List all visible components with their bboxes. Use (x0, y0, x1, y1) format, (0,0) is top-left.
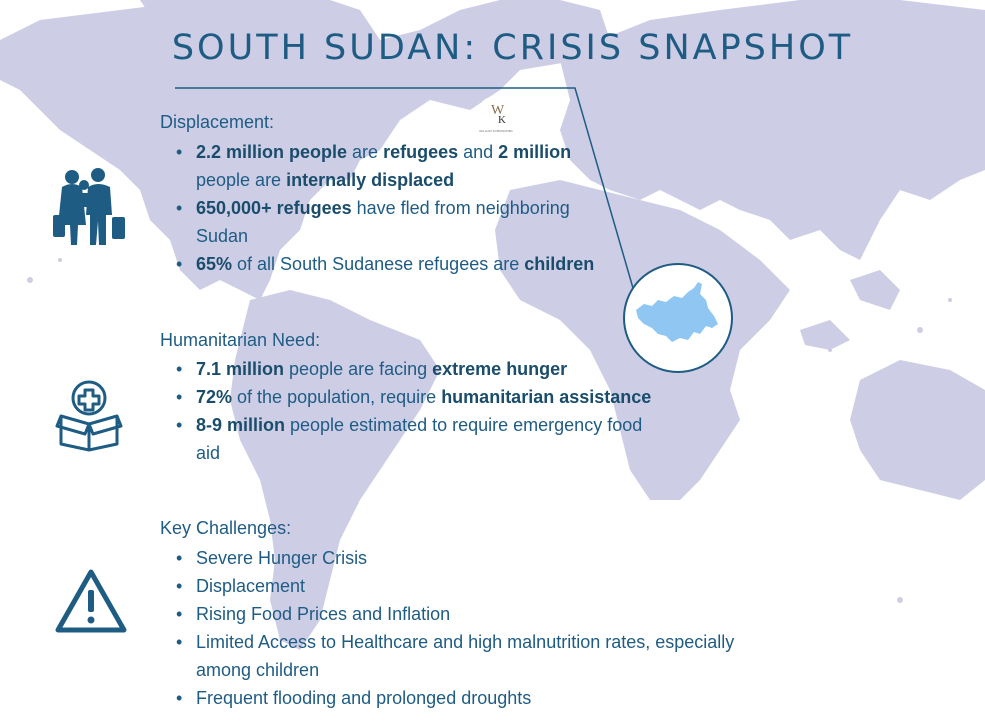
need-list (176, 355, 666, 467)
challenges-list (176, 544, 736, 712)
list-item: • Severe Hunger Crisis (196, 544, 736, 572)
aid-box-icon (55, 378, 123, 452)
logo-letter-k: K (498, 114, 506, 126)
page-title: SOUTH SUDAN: CRISIS SNAPSHOT (171, 28, 854, 68)
list-item: • 2.2 million people are refugees and 2 million people are internally displaced (196, 138, 626, 194)
list-item: • 72% of the population, require humanitarian assistance (196, 383, 666, 411)
family-refugees-icon (50, 165, 128, 249)
list-item: • Displacement (196, 572, 736, 600)
list-item: • Rising Food Prices and Inflation (196, 600, 736, 628)
list-item: • 8-9 million people estimated to require emergency food aid (196, 411, 666, 467)
section-label-challenges: Key Challenges: (160, 518, 292, 538)
logo-letter-w: W (491, 103, 505, 118)
list-item: • 7.1 million people are facing extreme hunger (196, 355, 666, 383)
list-item: • Limited Access to Healthcare and high malnutrition rates, especially among children (196, 628, 736, 684)
list-item: • Frequent flooding and prolonged droughts (196, 684, 736, 712)
list-item: • 650,000+ refugees have fled from neighboring Sudan (196, 194, 626, 250)
section-label-displacement: Displacement: (160, 112, 275, 132)
displacement-list (176, 138, 626, 278)
warning-icon (54, 568, 128, 634)
wk-logo (472, 94, 520, 142)
logo-caption: WILLIAM KAMKWAMBA (479, 129, 513, 133)
section-label-need: Humanitarian Need: (160, 330, 321, 350)
list-item: • 65% of all South Sudanese refugees are children (196, 250, 626, 278)
